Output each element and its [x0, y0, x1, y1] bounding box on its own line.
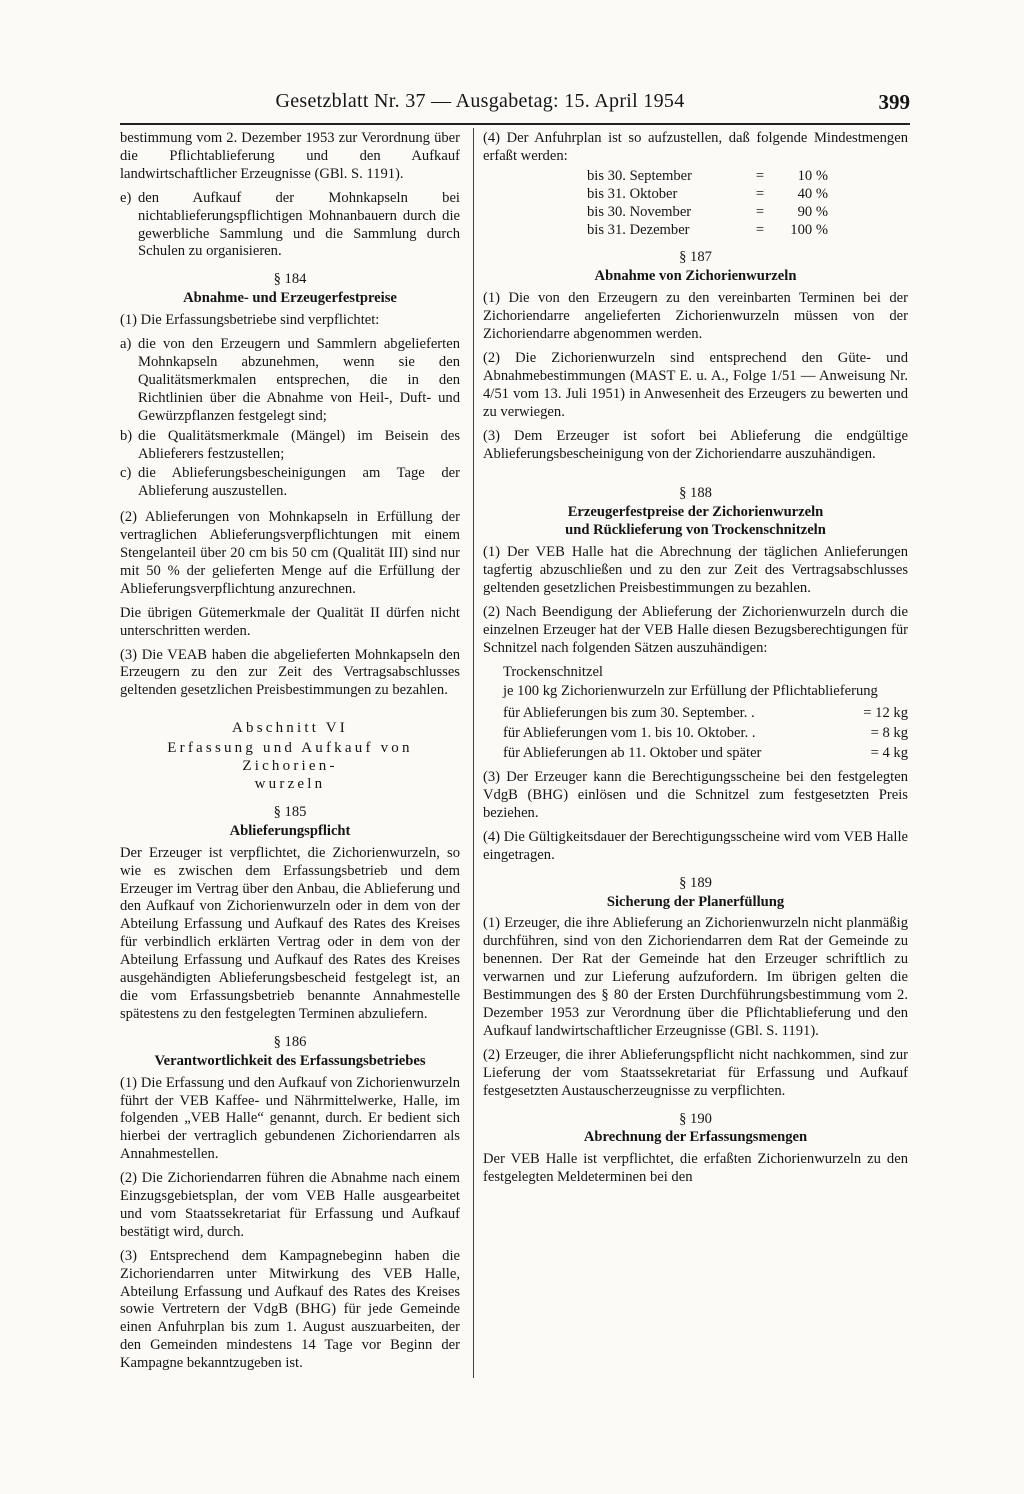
schedule-percent: 90 % — [797, 203, 828, 220]
item-label: b) — [120, 427, 133, 444]
table-row — [583, 186, 832, 204]
section-title: Abrechnung der Erfassungsmengen — [583, 1129, 808, 1146]
item-text: den Aufkauf der Mohnkapseln bei nichtablieferungspflichtigen Mohnanbauern durch die gewerbliche Sammlung und die Sammlung durch Schulen zu organisieren. — [138, 189, 460, 260]
section-number: § 188 — [679, 485, 712, 502]
rate-text: für Ablieferungen bis zum 30. September. . — [503, 705, 755, 722]
schedule-equals: = — [755, 221, 765, 238]
paragraph: (3) Dem Erzeuger ist sofort bei Ablieferung die endgültige Ablieferungsbescheinigung von der Zichoriendarre auszuhändigen. — [483, 427, 908, 462]
section-title: Sicherung der Planerfüllung — [606, 893, 785, 910]
list-item — [120, 428, 460, 464]
schedule-date: bis 31. Dezember — [587, 221, 690, 238]
paragraph: Der Erzeuger ist verpflichtet, die Zichorienwurzeln, so wie es zwischen dem Erfassungsbetrieb und dem Erzeuger im Vertrag über den Anbau, die Ablieferung und den Aufkauf von Zichorienwurzeln oder in dem von der Abteilung Erfassung und Aufkauf des Rates des Kreises für verbindlich erklärten Vertrag oder in dem von der Abteilung Erfassung und Aufkauf des Rates des Kreises ausgehändigten Ablieferungsbescheid festgelegt ist, an die vom Erfassungsbetrieb benannte Annahmestelle spätestens zu den festgelegten Terminen abzuliefern. — [120, 844, 460, 1022]
left-column — [120, 130, 460, 1379]
rate-value: = 4 kg — [870, 745, 908, 762]
schedule-date: bis 30. November — [587, 203, 692, 220]
paragraph: (2) Die Zichorienwurzeln sind entsprechend den Güte- und Abnahmebestimmungen (MAST E. u. A., Folge 1/51 — Anweisung Nr. 4/51 vom 13. Juli 1951) in Anwesenheit des Erzeugers zu bewerten und zu verwiegen. — [483, 349, 908, 420]
section-number: § 186 — [273, 1033, 307, 1050]
column-divider — [473, 128, 474, 1378]
paragraph: (3) Entsprechend dem Kampagnebeginn haben die Zichoriendarren unter Mitwirkung des VEB Halle, Abteilung Erfassung und Aufkauf des Rates des Kreises sowie Vertretern der VdgB (BHG) für jede Gemeinde einen Anfuhrplan bis zum 1. August auszuarbeiten, der den Gemeinden mindestens 14 Tage vor Beginn der Kampagne bekanntzugeben ist. — [120, 1247, 460, 1372]
paragraph: Die übrigen Gütemerkmale der Qualität II dürfen nicht unterschritten werden. — [120, 604, 460, 639]
section-title: Abnahme- und Erzeugerfestpreise — [183, 290, 397, 307]
section-title: Ablieferungspflicht — [229, 822, 351, 839]
rate-value: = 12 kg — [863, 705, 908, 722]
paragraph: (2) Die Zichoriendarren führen die Abnahme nach einem Einzugsgebietsplan, der vom VEB Halle ausgearbeitet und vom Staatssekretariat für Erfassung und Aufkauf bestätigt wird, durch. — [120, 1170, 460, 1240]
rate-value: = 8 kg — [870, 725, 908, 742]
item-label: c) — [120, 465, 132, 482]
schedule-date: bis 31. Oktober — [587, 185, 678, 202]
paragraph: (3) Die VEAB haben die abgelieferten Mohnkapseln den Erzeugern zu den zur Zeit des Vertragsabschlusses geltenden gesetzlichen Preisbestimmungen zu bezahlen. — [120, 646, 460, 699]
header-rule — [120, 123, 910, 125]
section-title: Abnahme von Zichorienwurzeln — [594, 268, 797, 285]
paragraph: (3) Der Erzeuger kann die Berechtigungsscheine bei den festgelegten VdgB (BHG) einlösen und die Schnitzel zum festgesetzten Preis beziehen. — [483, 769, 908, 821]
header-title: Gesetzblatt Nr. 37 — Ausgabetag: 15. April 1954 — [275, 90, 685, 112]
rate-row — [483, 745, 908, 763]
item-text: die Ablieferungsbescheinigungen am Tage der Ablieferung auszustellen. — [138, 465, 460, 500]
section-number: § 185 — [273, 803, 307, 820]
item-text: die von den Erzeugern und Sammlern abgelieferten Mohnkapseln abzunehmen, wenn sie den Qualitätsmerkmalen entsprechen, die in den Richtlinien über die Abnahme von Heil-, Duft- und Gewürzpflanzen festgelegt sind; — [138, 336, 460, 424]
paragraph: (1) Die Erfassungsbetriebe sind verpflichtet: — [120, 312, 380, 329]
paragraph: (1) Die von den Erzeugern zu den vereinbarten Terminen bei der Zichoriendarre angelieferten Zichorienwurzeln müssen von der Zichoriendarre abgenommen werden. — [483, 290, 908, 343]
item-label: a) — [120, 336, 132, 353]
schedule-equals: = — [755, 203, 765, 220]
rate-row — [483, 705, 908, 723]
paragraph: (1) Die Erfassung und den Aufkauf von Zichorienwurzeln führt der VEB Kaffee- und Nährmittelwerke, Halle, im folgenden „VEB Halle“ genannt, durch. Er bedient sich hierbei der vertraglich gebundenen Zichoriendarren als Annahmestellen. — [120, 1074, 460, 1163]
table-row — [583, 168, 832, 186]
section-number: § 190 — [679, 1110, 712, 1127]
schedule-date: bis 30. September — [587, 167, 692, 184]
schedule-percent: 100 % — [790, 221, 828, 238]
section-title: Verantwortlichkeit des Erfassungsbetriebes — [154, 1052, 426, 1069]
item-text: die Qualitätsmerkmale (Mängel) im Beisein des Ablieferers festzustellen; — [138, 427, 460, 462]
table-row — [583, 222, 832, 240]
paragraph: Der VEB Halle ist verpflichtet, die erfaßten Zichorienwurzeln zu den festgelegten Meldeterminen bei den — [483, 1151, 908, 1186]
schedule-equals: = — [755, 185, 765, 202]
rate-text: für Ablieferungen vom 1. bis 10. Oktober. . — [503, 725, 756, 742]
schedule-equals: = — [755, 167, 765, 184]
paragraph: (4) Die Gültigkeitsdauer der Berechtigungsscheine wird vom VEB Halle eingetragen. — [483, 828, 908, 863]
page-header — [120, 90, 910, 120]
section-number: § 189 — [679, 874, 712, 891]
list-item — [120, 336, 460, 426]
section-title: und Rücklieferung von Trockenschnitzeln — [565, 522, 826, 539]
schedule-table — [583, 168, 832, 240]
paragraph: (2) Erzeuger, die ihrer Ablieferungspflicht nicht nachkommen, sind zur Lieferung der vom Staatssekretariat für Erfassung und Aufkauf festgesetzten Austauscherzeugnisse zu verpflichten. — [483, 1046, 908, 1099]
paragraph: (2) Nach Beendigung der Ablieferung der Zichorienwurzeln durch die einzelnen Erzeuger hat der VEB Halle diesen Bezugsberechtigungen für Schnitzel nach folgenden Sätzen auszuhändigen: — [483, 603, 908, 656]
continued-text: bestimmung vom 2. Dezember 1953 zur Verordnung über die Pflichtablieferung und den Aufkauf landwirtschaftlicher Erzeugnisse (GBl. S. 1191). — [120, 130, 460, 182]
rate-heading: Trockenschnitzel — [503, 663, 603, 680]
section-number: § 187 — [679, 249, 712, 266]
right-column — [483, 130, 908, 1193]
list-item — [120, 190, 460, 262]
table-row — [583, 204, 832, 222]
rate-text: für Ablieferungen ab 11. Oktober und später — [503, 745, 762, 762]
schedule-percent: 10 % — [797, 167, 828, 184]
paragraph: (1) Der VEB Halle hat die Abrechnung der täglichen Anlieferungen tagfertig abzuschließen und zu den zur Zeit des Vertragsabschlusses geltenden gesetzlichen Preisbestimmungen zu bezahlen. — [483, 544, 908, 596]
rate-basis: je 100 kg Zichorienwurzeln zur Erfüllung der Pflichtablieferung — [503, 683, 878, 700]
list-item — [120, 465, 460, 501]
section-number: § 184 — [273, 271, 307, 288]
schedule-percent: 40 % — [797, 185, 828, 202]
paragraph: (4) Der Anfuhrplan ist so aufzustellen, daß folgende Mindestmengen erfaßt werden: — [483, 130, 908, 164]
page-number: 399 — [878, 90, 910, 114]
paragraph: (1) Erzeuger, die ihre Ablieferung an Zichorienwurzeln nicht planmäßig durchführen, sind von den Zichoriendarren dem Rat der Gemeinde zu benennen. Der Rat der Gemeinde hat den Erzeuger schriftlich zu verwarnen und zur Lieferung aufzufordern. Im übrigen gelten die Bestimmungen des § 80 der Ersten Durchführungsbestimmung vom 2. Dezember 1953 zur Verordnung über die Pflichtablieferung und den Aufkauf landwirtschaftlicher Erzeugnisse (GBl. S. 1191). — [483, 915, 908, 1039]
chapter-title-line: Erfassung und Aufkauf von Zichorien- — [167, 740, 413, 775]
chapter-heading: Abschnitt VI — [231, 720, 349, 737]
item-label: e) — [120, 189, 132, 206]
paragraph: (2) Ablieferungen von Mohnkapseln in Erfüllung der vertraglichen Ablieferungsverpflichtungen mit einem Stengelanteil über 20 cm bis 50 cm (Qualität III) sind nur mit 50 % der gelieferten Menge auf die Erfüllung der Ablieferungsverpflichtung anzurechnen. — [120, 509, 460, 597]
chapter-title-line: wurzeln — [254, 776, 326, 792]
section-title: Erzeugerfestpreise der Zichorienwurzeln — [567, 504, 824, 521]
rate-row — [483, 725, 908, 743]
